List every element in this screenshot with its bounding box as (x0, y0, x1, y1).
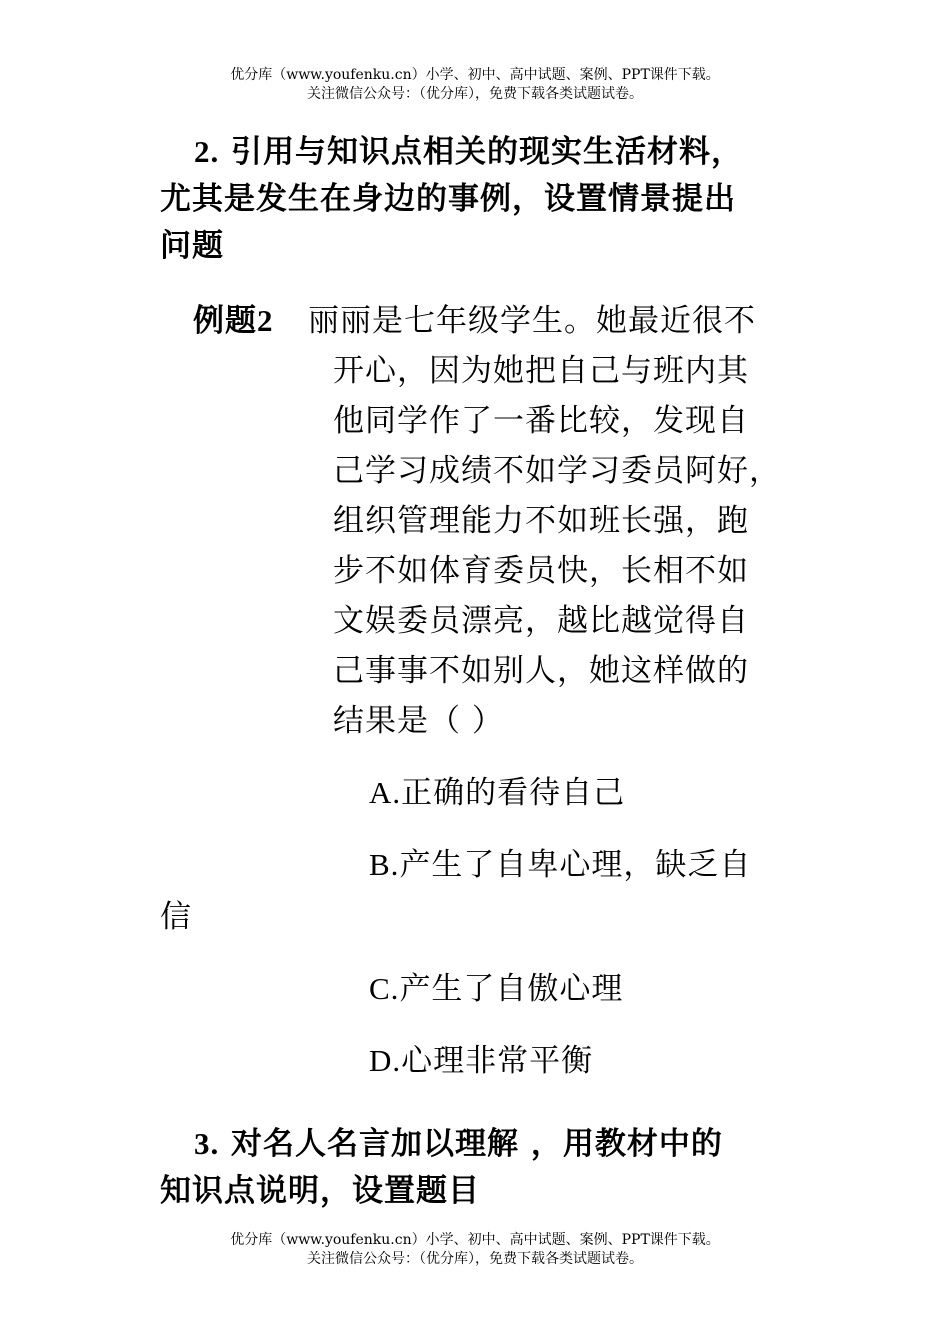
section-2-heading (160, 128, 810, 176)
footer-line-1: 优分库（www.youfenku.cn）小学、初中、高中试题、案例、PPT课件下载。 (230, 1232, 720, 1248)
option-c (160, 964, 810, 1014)
option-d-text: 心理非常平衡 (401, 1043, 594, 1079)
option-c-letter: C. (369, 971, 400, 1006)
option-c-text: 产生了自傲心理 (399, 971, 624, 1007)
section-2-title-line-1: 引用与知识点相关的现实生活材料， (231, 134, 744, 170)
example-label-text: 例题 (193, 303, 257, 339)
section-2-title-line-2: 尤其是发生在身边的事例，设置情景提出 (160, 181, 736, 217)
section-2-number: 2. (194, 134, 220, 169)
header-line-1: 优分库（www.youfenku.cn）小学、初中、高中试题、案例、PPT课件下载。 (230, 67, 720, 83)
option-d (160, 1036, 810, 1086)
page-footer (0, 1231, 950, 1269)
option-b-letter: B. (369, 847, 400, 882)
question-line: 己事事不如别人，她这样做的 (333, 653, 749, 689)
option-b-text: 产生了自卑心理，缺乏自 (399, 847, 752, 883)
section-3-title-line-2: 知识点说明，设置题目 (160, 1173, 480, 1209)
question-line: 步不如体育委员快，长相不如 (333, 553, 749, 589)
question-line: 组织管理能力不如班长强，跑 (333, 503, 749, 539)
section-3-number: 3. (194, 1126, 220, 1161)
question-line: 文娱委员漂亮，越比越觉得自 (333, 603, 749, 639)
header-line-2: 关注微信公众号：（优分库），免费下载各类试题试卷。 (307, 86, 643, 102)
option-b (160, 840, 810, 890)
option-d-letter: D. (369, 1043, 402, 1078)
option-a-letter: A. (369, 775, 402, 810)
example-question (160, 296, 810, 746)
question-line: 他同学作了一番比较，发现自 (333, 403, 749, 439)
option-a-text: 正确的看待自己 (401, 775, 626, 811)
section-3-heading (160, 1120, 810, 1168)
page-header (0, 66, 950, 104)
question-line: 丽丽是七年级学生。她最近很不 (308, 303, 756, 339)
option-a (160, 768, 810, 818)
question-line: 结果是（ ） (333, 703, 504, 739)
example-label-number: 2 (257, 303, 274, 338)
footer-line-2: 关注微信公众号：（优分库），免费下载各类试题试卷。 (307, 1251, 643, 1267)
section-2-title-line-3: 问题 (160, 228, 224, 264)
document-body (160, 128, 810, 1215)
question-line: 己学习成绩不如学习委员阿好， (333, 453, 781, 489)
example-label (193, 296, 274, 346)
question-line: 开心，因为她把自己与班内其 (333, 353, 749, 389)
section-3-title-line-1: 对名人名言加以理解 ，用教材中的 (231, 1126, 723, 1162)
option-b-wrap: 信 (160, 899, 192, 935)
example-2 (160, 296, 810, 746)
